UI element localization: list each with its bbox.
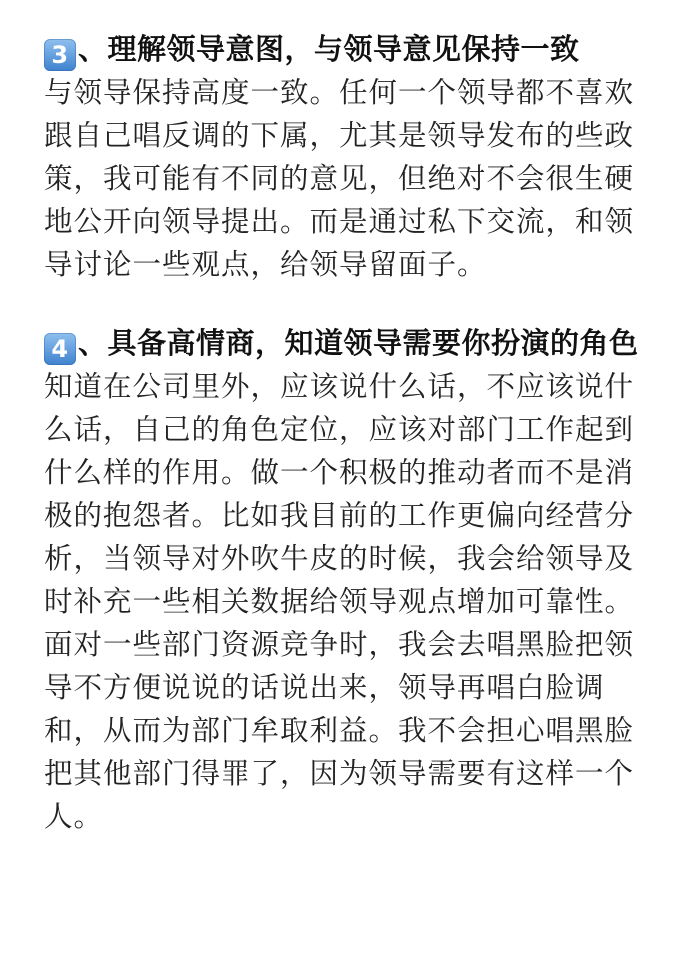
section-3 xyxy=(44,28,644,286)
section-heading-text: 、理解领导意图，与领导意见保持一致 xyxy=(78,32,580,66)
number-4-icon: 4 xyxy=(44,333,76,365)
section-heading-text: 、具备高情商，知道领导需要你扮演的角色 xyxy=(78,326,639,360)
number-3-icon: 3 xyxy=(44,39,76,71)
section-body: 与领导保持高度一致。任何一个领导都不喜欢跟自己唱反调的下属，尤其是领导发布的些政策，我可能有不同的意见，但绝对不会很生硬地公开向领导提出。而是通过私下交流，和领导讨论一些观点，给领导留面子。 xyxy=(44,76,635,281)
section-4 xyxy=(44,322,644,838)
section-body: 知道在公司里外，应该说什么话，不应该说什么话，自己的角色定位，应该对部门工作起到什么样的作用。做一个积极的推动者而不是消极的抱怨者。比如我目前的工作更偏向经营分析，当领导对外吹牛皮的时候，我会给领导及时补充一些相关数据给领导观点增加可靠性。面对一些部门资源竞争时，我会去唱黑脸把领导不方便说说的话说出来，领导再唱白脸调和，从而为部门牟取利益。我不会担心唱黑脸把其他部门得罪了，因为领导需要有这样一个人。 xyxy=(44,370,635,833)
article xyxy=(44,28,644,838)
section-heading xyxy=(44,322,644,365)
section-heading xyxy=(44,28,644,71)
